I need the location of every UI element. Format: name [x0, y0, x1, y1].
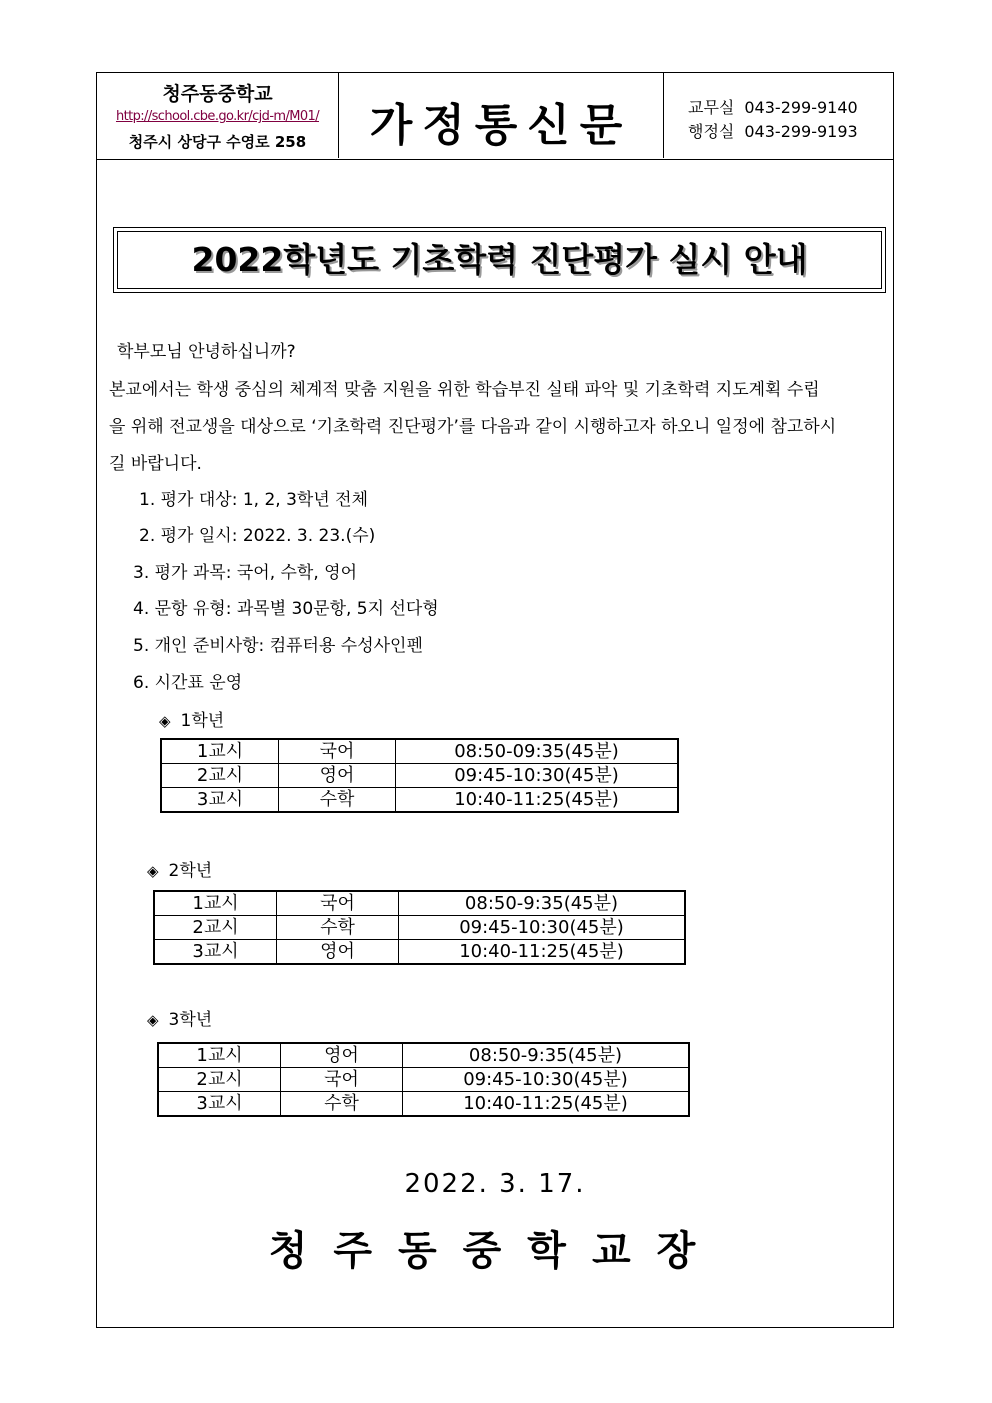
diamond-bullet-icon: ◈	[147, 1011, 159, 1029]
newsletter-title: 가정통신문	[369, 100, 633, 151]
period-cell: 2교시	[154, 916, 277, 940]
list-item: 1. 평가 대상: 1, 2, 3학년 전체	[139, 490, 369, 510]
grade-2-timetable	[153, 890, 686, 965]
phone-admin-office	[688, 119, 858, 142]
header	[97, 73, 893, 160]
school-address: 청주시 상당구 수영로 258	[128, 133, 307, 151]
subject-cell: 국어	[277, 891, 399, 916]
document-frame	[96, 72, 894, 1328]
subject-cell: 수학	[277, 916, 399, 940]
time-cell: 10:40-11:25(45분)	[403, 1092, 690, 1117]
table-row	[154, 940, 685, 965]
time-cell: 08:50-09:35(45분)	[396, 739, 679, 764]
phone-label: 교무실	[688, 98, 735, 117]
subject-cell: 영어	[281, 1043, 403, 1068]
time-cell: 10:40-11:25(45분)	[399, 940, 686, 965]
subject-cell: 영어	[277, 940, 399, 965]
list-item: 2. 평가 일시: 2022. 3. 23.(수)	[139, 526, 376, 546]
time-cell: 09:45-10:30(45분)	[399, 916, 686, 940]
grade-3-heading	[147, 1005, 212, 1030]
phone-number: 043-299-9193	[744, 122, 858, 141]
table-row	[158, 1068, 689, 1092]
subject-cell: 수학	[279, 788, 396, 813]
issue-date: 2022. 3. 17.	[404, 1169, 586, 1199]
grade-1-heading	[159, 706, 224, 731]
list-item: 4. 문항 유형: 과목별 30문항, 5지 선다형	[133, 599, 439, 619]
grade-label: 2학년	[168, 861, 213, 881]
list-item: 3. 평가 과목: 국어, 수학, 영어	[133, 563, 357, 583]
time-cell: 08:50-9:35(45분)	[399, 891, 686, 916]
table-row	[161, 788, 678, 813]
time-cell: 10:40-11:25(45분)	[396, 788, 679, 813]
period-cell: 3교시	[158, 1092, 281, 1117]
time-cell: 09:45-10:30(45분)	[396, 764, 679, 788]
principal-signature: 청주동중학교장	[268, 1228, 722, 1274]
diamond-bullet-icon: ◈	[147, 862, 159, 880]
period-cell: 3교시	[161, 788, 279, 813]
contact-cell	[664, 73, 893, 158]
school-name: 청주동중학교	[162, 83, 273, 105]
list-item: 6. 시간표 운영	[133, 673, 243, 693]
subject-cell: 국어	[279, 739, 396, 764]
period-cell: 1교시	[154, 891, 277, 916]
period-cell: 2교시	[161, 764, 279, 788]
table-row	[158, 1043, 689, 1068]
grade-label: 3학년	[168, 1010, 213, 1030]
table-row	[154, 891, 685, 916]
time-cell: 09:45-10:30(45분)	[403, 1068, 690, 1092]
grade-3-timetable	[157, 1042, 690, 1117]
school-info-cell	[97, 73, 339, 158]
period-cell: 2교시	[158, 1068, 281, 1092]
phone-teachers-office	[688, 95, 858, 118]
notice-title: 2022학년도 기초학력 진단평가 실시 안내	[117, 231, 882, 289]
time-cell: 08:50-9:35(45분)	[403, 1043, 690, 1068]
period-cell: 1교시	[161, 739, 279, 764]
subject-cell: 국어	[281, 1068, 403, 1092]
body-line: 길 바랍니다.	[109, 454, 202, 474]
newsletter-title-cell	[339, 73, 664, 158]
subject-cell: 영어	[279, 764, 396, 788]
table-row	[161, 764, 678, 788]
phone-label: 행정실	[688, 122, 735, 141]
table-row	[154, 916, 685, 940]
diamond-bullet-icon: ◈	[159, 712, 171, 730]
list-item: 5. 개인 준비사항: 컴퓨터용 수성사인펜	[133, 636, 423, 656]
period-cell: 1교시	[158, 1043, 281, 1068]
body-line: 본교에서는 학생 중심의 체계적 맞춤 지원을 위한 학습부진 실태 파악 및 기초학력 지도계획 수립	[109, 380, 820, 400]
notice-title-box	[113, 227, 886, 293]
grade-1-timetable	[160, 738, 679, 813]
school-url-link[interactable]: http://school.cbe.go.kr/cjd-m/M01/	[115, 109, 319, 124]
table-row	[161, 739, 678, 764]
phone-number: 043-299-9140	[744, 98, 858, 117]
body-line: 을 위해 전교생을 대상으로 ‘기초학력 진단평가’를 다음과 같이 시행하고자 하오니 일정에 참고하시	[109, 417, 837, 437]
grade-2-heading	[147, 856, 212, 881]
greeting: 학부모님 안녕하십니까?	[117, 342, 296, 362]
subject-cell: 수학	[281, 1092, 403, 1117]
table-row	[158, 1092, 689, 1117]
grade-label: 1학년	[180, 711, 225, 731]
period-cell: 3교시	[154, 940, 277, 965]
